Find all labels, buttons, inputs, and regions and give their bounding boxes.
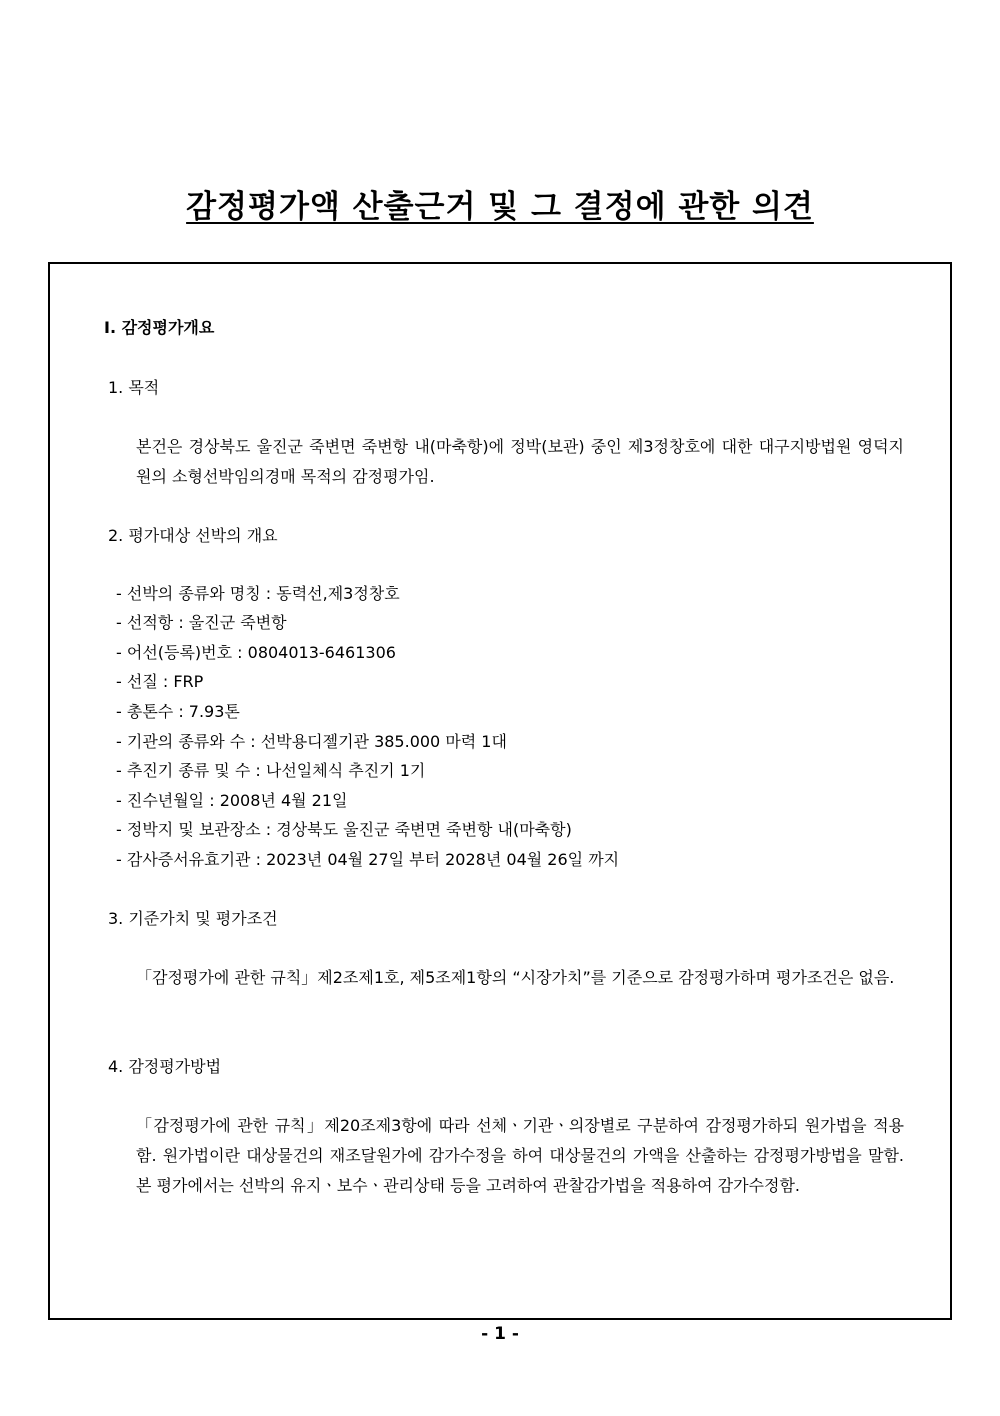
bullet-launch-date: - 진수년월일 : 2008년 4월 21일 [116,791,348,810]
bullet-port: - 선적항 : 울진군 죽변항 [116,613,287,632]
bullet-mooring: - 정박지 및 보관장소 : 경상북도 울진군 죽변면 죽변항 내(마축항) [116,820,572,839]
item-1-paragraph: 본건은 경상북도 울진군 죽변면 죽변항 내(마축항)에 정박(보관) 중인 제3정창호에 대한 대구지방법원 영덕지원의 소형선박임의경매 목적의 감정평가임. [136,437,904,486]
bullet-certificate: - 감사증서유효기관 : 2023년 04월 27일 부터 2028년 04월 26일 까지 [116,850,620,869]
bullet-reg-number: - 어선(등록)번호 : 0804013-6461306 [116,643,396,662]
bullet-tonnage: - 총톤수 : 7.93톤 [116,702,240,721]
document-title: 감정평가액 산출근거 및 그 결정에 관한 의견 [186,189,814,225]
item-3-heading: 3. 기준가치 및 평가조건 [108,909,278,928]
page-number: - 1 - [481,1324,519,1344]
section-heading: Ⅰ. 감정평가개요 [104,318,215,337]
bullet-vessel-type: - 선박의 종류와 명칭 : 동력선,제3정창호 [116,584,400,603]
item-2-heading: 2. 평가대상 선박의 개요 [108,526,278,545]
bullet-material: - 선질 : FRP [116,672,204,691]
item-1-heading: 1. 목적 [108,378,160,397]
item-4-heading: 4. 감정평가방법 [108,1057,222,1076]
item-3-paragraph: 「감정평가에 관한 규칙」제2조제1호, 제5조제1항의 “시장가치”를 기준으로 감정평가하며 평가조건은 없음. [136,968,895,987]
bullet-engine: - 기관의 종류와 수 : 선박용디젤기관 385.000 마력 1대 [116,732,507,751]
item-4-paragraph: 「감정평가에 관한 규칙」제20조제3항에 따라 선체ㆍ기관ㆍ의장별로 구분하여 감정평가하되 원가법을 적용함. 원가법이란 대상물건의 재조달원가에 감가수정을 하여 대상물건의 가액을 산출하는 감정평가방법을 말함. 본 평가에서는 선박의 유지ㆍ보수ㆍ관리상태 등을 고려하여 관찰감가법을 적용하여 감가수정함. [136,1116,904,1195]
bullet-propeller: - 추진기 종류 및 수 : 나선일체식 추진기 1기 [116,761,426,780]
